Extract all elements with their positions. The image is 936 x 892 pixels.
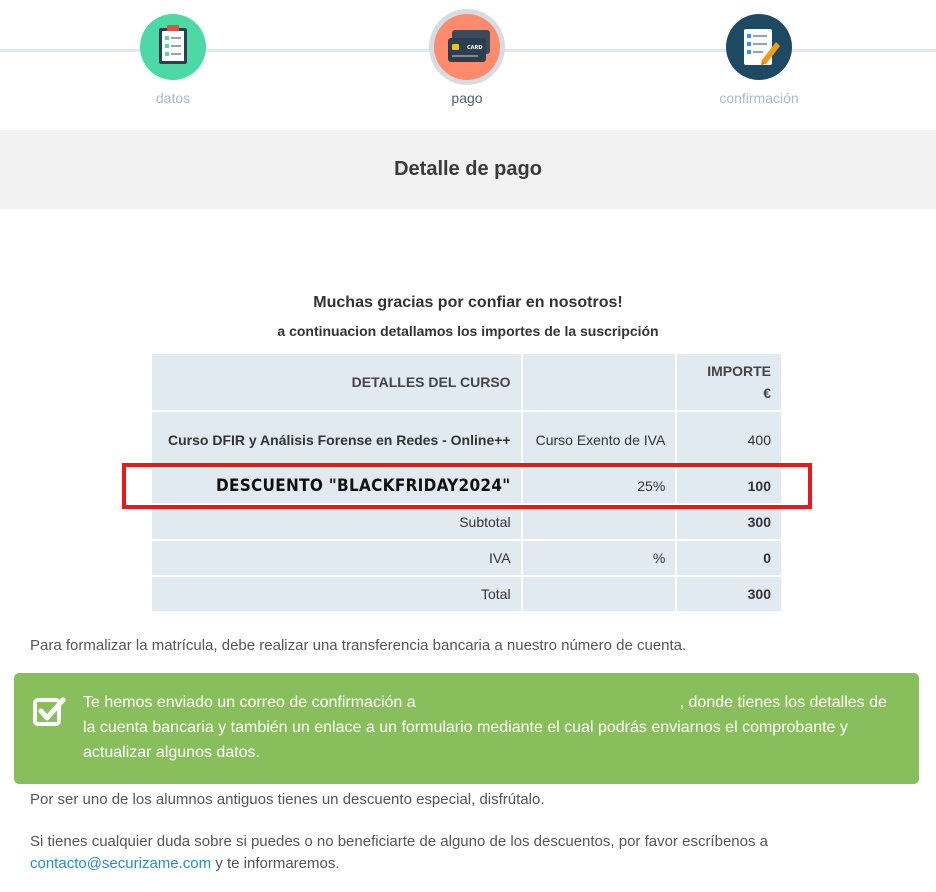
contact-email-link[interactable]: contacto@securizame.com [30,855,212,872]
page-banner [0,130,936,209]
discount-note: Por ser uno de los alumnos antiguos tienes un descuento especial, disfrútalo. [30,791,545,808]
checkbox-check-icon [32,695,66,729]
row-subtotal-label: Subtotal [151,504,522,540]
row-discount-desc: DESCUENTO "BLACKFRIDAY2024" [151,468,522,504]
row-course-amount: 400 [676,411,782,468]
confirmation-alert [14,673,919,784]
step-label: pago [451,90,483,106]
row-course-note: Curso Exento de IVA [522,411,677,468]
header-course-details: DETALLES DEL CURSO [151,353,522,411]
step-confirmacion[interactable] [679,14,839,106]
row-total-amount: 300 [676,576,782,612]
row-course-desc: Curso DFIR y Análisis Forense en Redes - Online++ [151,411,522,468]
discount-highlight-box [122,463,812,509]
contact-paragraph [30,831,910,875]
clipboard-icon [140,14,206,80]
row-total-label: Total [151,576,522,612]
step-label: datos [155,90,191,106]
transfer-instructions: Para formalizar la matrícula, debe realizar una transferencia bancaria a nuestro número de cuenta. [30,637,687,654]
header-empty [522,353,677,411]
card-text: CARD [467,45,483,51]
table-row [151,504,782,540]
contact-text-after: y te informaremos. [215,855,340,872]
table-header-row [151,353,782,411]
confirmation-text-part2: , donde tienes los detalles de la cuenta bancaria y también un enlace a un formulario mediante el cual podrás enviarnos el comprobante y actualizar algunos datos. [83,694,887,761]
thanks-subheading: a continuacion detallamos los importes de la suscripción [277,323,659,339]
credit-card-icon [434,14,500,80]
row-discount-note: 25% [522,468,677,504]
progress-steps [0,0,936,130]
checklist-pencil-icon [726,14,792,80]
contact-text-before: Si tienes cualquier duda sobre si puedes o no beneficiarte de alguno de los descuentos, por favor escríbenos a [30,833,768,850]
row-iva-note: % [522,540,677,576]
step-pago[interactable] [387,14,547,106]
thanks-heading: Muchas gracias por confiar en nosotros! [313,294,623,311]
table-row [151,576,782,612]
row-total-note [522,576,677,612]
row-discount-amount: 100 [676,468,782,504]
confirmation-text [83,690,903,765]
table-row [151,411,782,468]
table-row [151,540,782,576]
header-amount: IMPORTE € [676,353,782,411]
confirmation-text-part1: Te hemos enviado un correo de confirmación a [83,694,416,711]
row-subtotal-note [522,504,677,540]
step-datos[interactable] [93,14,253,106]
row-subtotal-amount: 300 [676,504,782,540]
row-iva-label: IVA [151,540,522,576]
step-label: confirmación [719,90,799,106]
row-iva-amount: 0 [676,540,782,576]
page-title: Detalle de pago [394,158,542,180]
